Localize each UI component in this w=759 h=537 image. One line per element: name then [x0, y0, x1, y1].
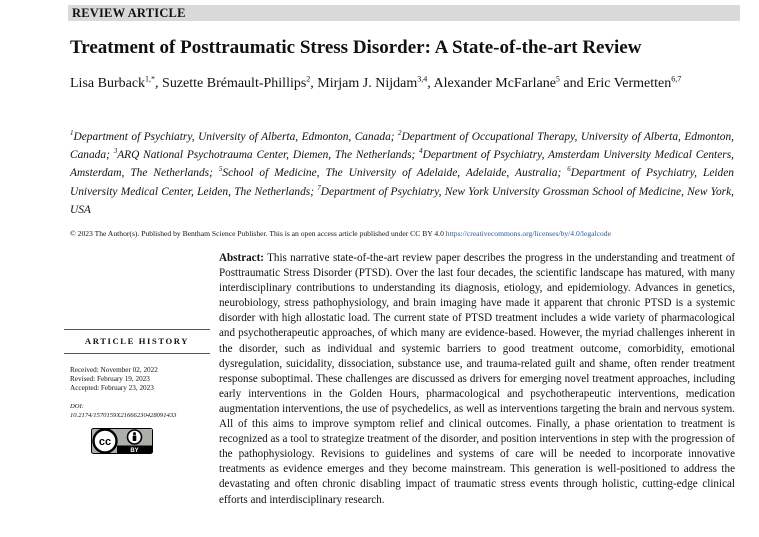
abstract-text: This narrative state-of-the-art review paper describes the progress in the understanding and treatment of Posttraumatic Stress Disorder (PTSD). Over the last four decades, the scientific landscape has matured, with many interdisciplinary contributions to understanding its diagnosis, etiology, and epidemiology. Advances in genetics, neurobiology, stress pathophysiology, and brain imaging have made it apparent that chronic PTSD is a systemic disorder with high allostatic load. The current state of PTSD treatment includes a wide variety of pharmacological and psychotherapeutic approaches, of which many are evidence-based. However, the myriad challenges inherent in the disorder, such as individual and systemic barriers to good treatment outcome, comorbidity, emotional dysregulation, suicidality, dissociation, substance use, and trauma-related guilt and shame, often render treatment response suboptimal. These challenges are discussed as drivers for emerging novel treatment approaches, including early interventions in the Golden Hours, pharmacological and psychotherapeutic interventions, medication augmentation interventions, the use of psychedelics, as well as interventions targeting the brain and nervous system. All of this aims to improve symptom relief and clinical outcomes. Finally, a phase orientation to treatment is recognized as a tool to strategize treatment of the disorder, and position interventions in step with the progression of the pathophysiology. Revisions to guidelines and systems of care will be needed to incorporate innovative treatments as evidence emerges and they become mainstream. This generation is well-positioned to address the devastating and often chronic disabling impact of traumatic stress events through holistic, cutting-edge clinical efforts and interdisciplinary research. — [219, 252, 735, 506]
author-affiliation-marker: 1,* — [145, 74, 156, 84]
author-name: Alexander McFarlane — [433, 76, 556, 91]
license-link[interactable]: https://creativecommons.org/licenses/by/4.0/legalcode — [445, 229, 611, 238]
affiliation-text: Department of Psychiatry, New York University Grossman School of Medicine, New York, USA — [70, 185, 734, 216]
cc-letters: cc — [98, 436, 112, 449]
person-head — [133, 432, 136, 435]
history-dates — [70, 366, 158, 393]
author-affiliation-marker: 2 — [306, 74, 311, 84]
author-affiliation-marker: 5 — [555, 74, 560, 84]
affiliation-text: ARQ National Psychotrauma Center, Diemen, The Netherlands; — [117, 149, 420, 162]
copyright-text: © 2023 The Author(s). Published by Bentham Science Publisher. This is an open access article published under CC BY 4.0 — [70, 229, 446, 238]
affiliation-marker: 3 — [113, 147, 118, 156]
affiliations — [70, 128, 734, 219]
author-name: Eric Vermetten — [587, 76, 672, 91]
doi-label: DOI: — [70, 403, 84, 410]
received-date: Received: November 02, 2022 — [70, 366, 158, 374]
article-history-heading: ARTICLE HISTORY — [84, 336, 190, 346]
doi-block — [70, 402, 176, 420]
author-name: Lisa Burback — [70, 76, 146, 91]
affiliation-marker: 6 — [567, 165, 571, 174]
affiliation-marker: 7 — [317, 183, 321, 192]
author-separator: , — [155, 76, 163, 91]
affiliation-marker: 2 — [398, 129, 402, 138]
copyright-notice — [70, 229, 611, 238]
abstract — [219, 251, 735, 508]
abstract-label: Abstract: — [219, 252, 264, 264]
revised-date: Revised: February 19, 2023 — [70, 375, 150, 383]
doi-value[interactable]: 10.2174/1570159X21666230428091433 — [70, 412, 177, 419]
author-name: Mirjam J. Nijdam — [317, 76, 418, 91]
affiliation-text: Department of Psychiatry, University of Alberta, Edmonton, Canada; — [73, 131, 399, 143]
affiliation-text: Department of Psychiatry, Amsterdam University Medical Centers, Amsterdam, The Netherlands; — [70, 149, 734, 180]
person-body — [133, 436, 137, 442]
author-affiliation-marker: 6,7 — [671, 74, 682, 84]
article-type-banner — [68, 5, 740, 21]
affiliation-text: School of Medicine, The University of Adelaide, Adelaide, Australia; — [222, 167, 568, 180]
article-type-label: REVIEW ARTICLE — [72, 6, 186, 20]
affiliation-marker: 5 — [218, 165, 223, 174]
author-separator: , — [427, 76, 434, 91]
by-letters: BY — [130, 448, 139, 454]
author-separator: , — [310, 76, 318, 91]
history-divider-bottom — [64, 353, 210, 354]
author-name: Suzette Brémault-Phillips — [162, 76, 307, 91]
author-affiliation-marker: 3,4 — [417, 74, 428, 84]
affiliation-text: Department of Occupational Therapy, University of Alberta, Edmonton, Canada; — [70, 131, 734, 162]
affiliation-text: Department of Psychiatry, Leiden University Medical Center, Leiden, The Netherlands; — [70, 167, 735, 198]
affiliation-marker: 4 — [419, 147, 423, 156]
author-separator: and — [559, 76, 588, 91]
accepted-date: Accepted: February 23, 2023 — [70, 384, 154, 392]
affiliation-marker: 1 — [70, 129, 74, 138]
cc-by-license-icon[interactable] — [91, 428, 153, 454]
history-divider-top — [64, 329, 210, 330]
author-list — [70, 74, 730, 94]
article-title: Treatment of Posttraumatic Stress Disorder: A State-of-the-art Review — [70, 37, 642, 58]
